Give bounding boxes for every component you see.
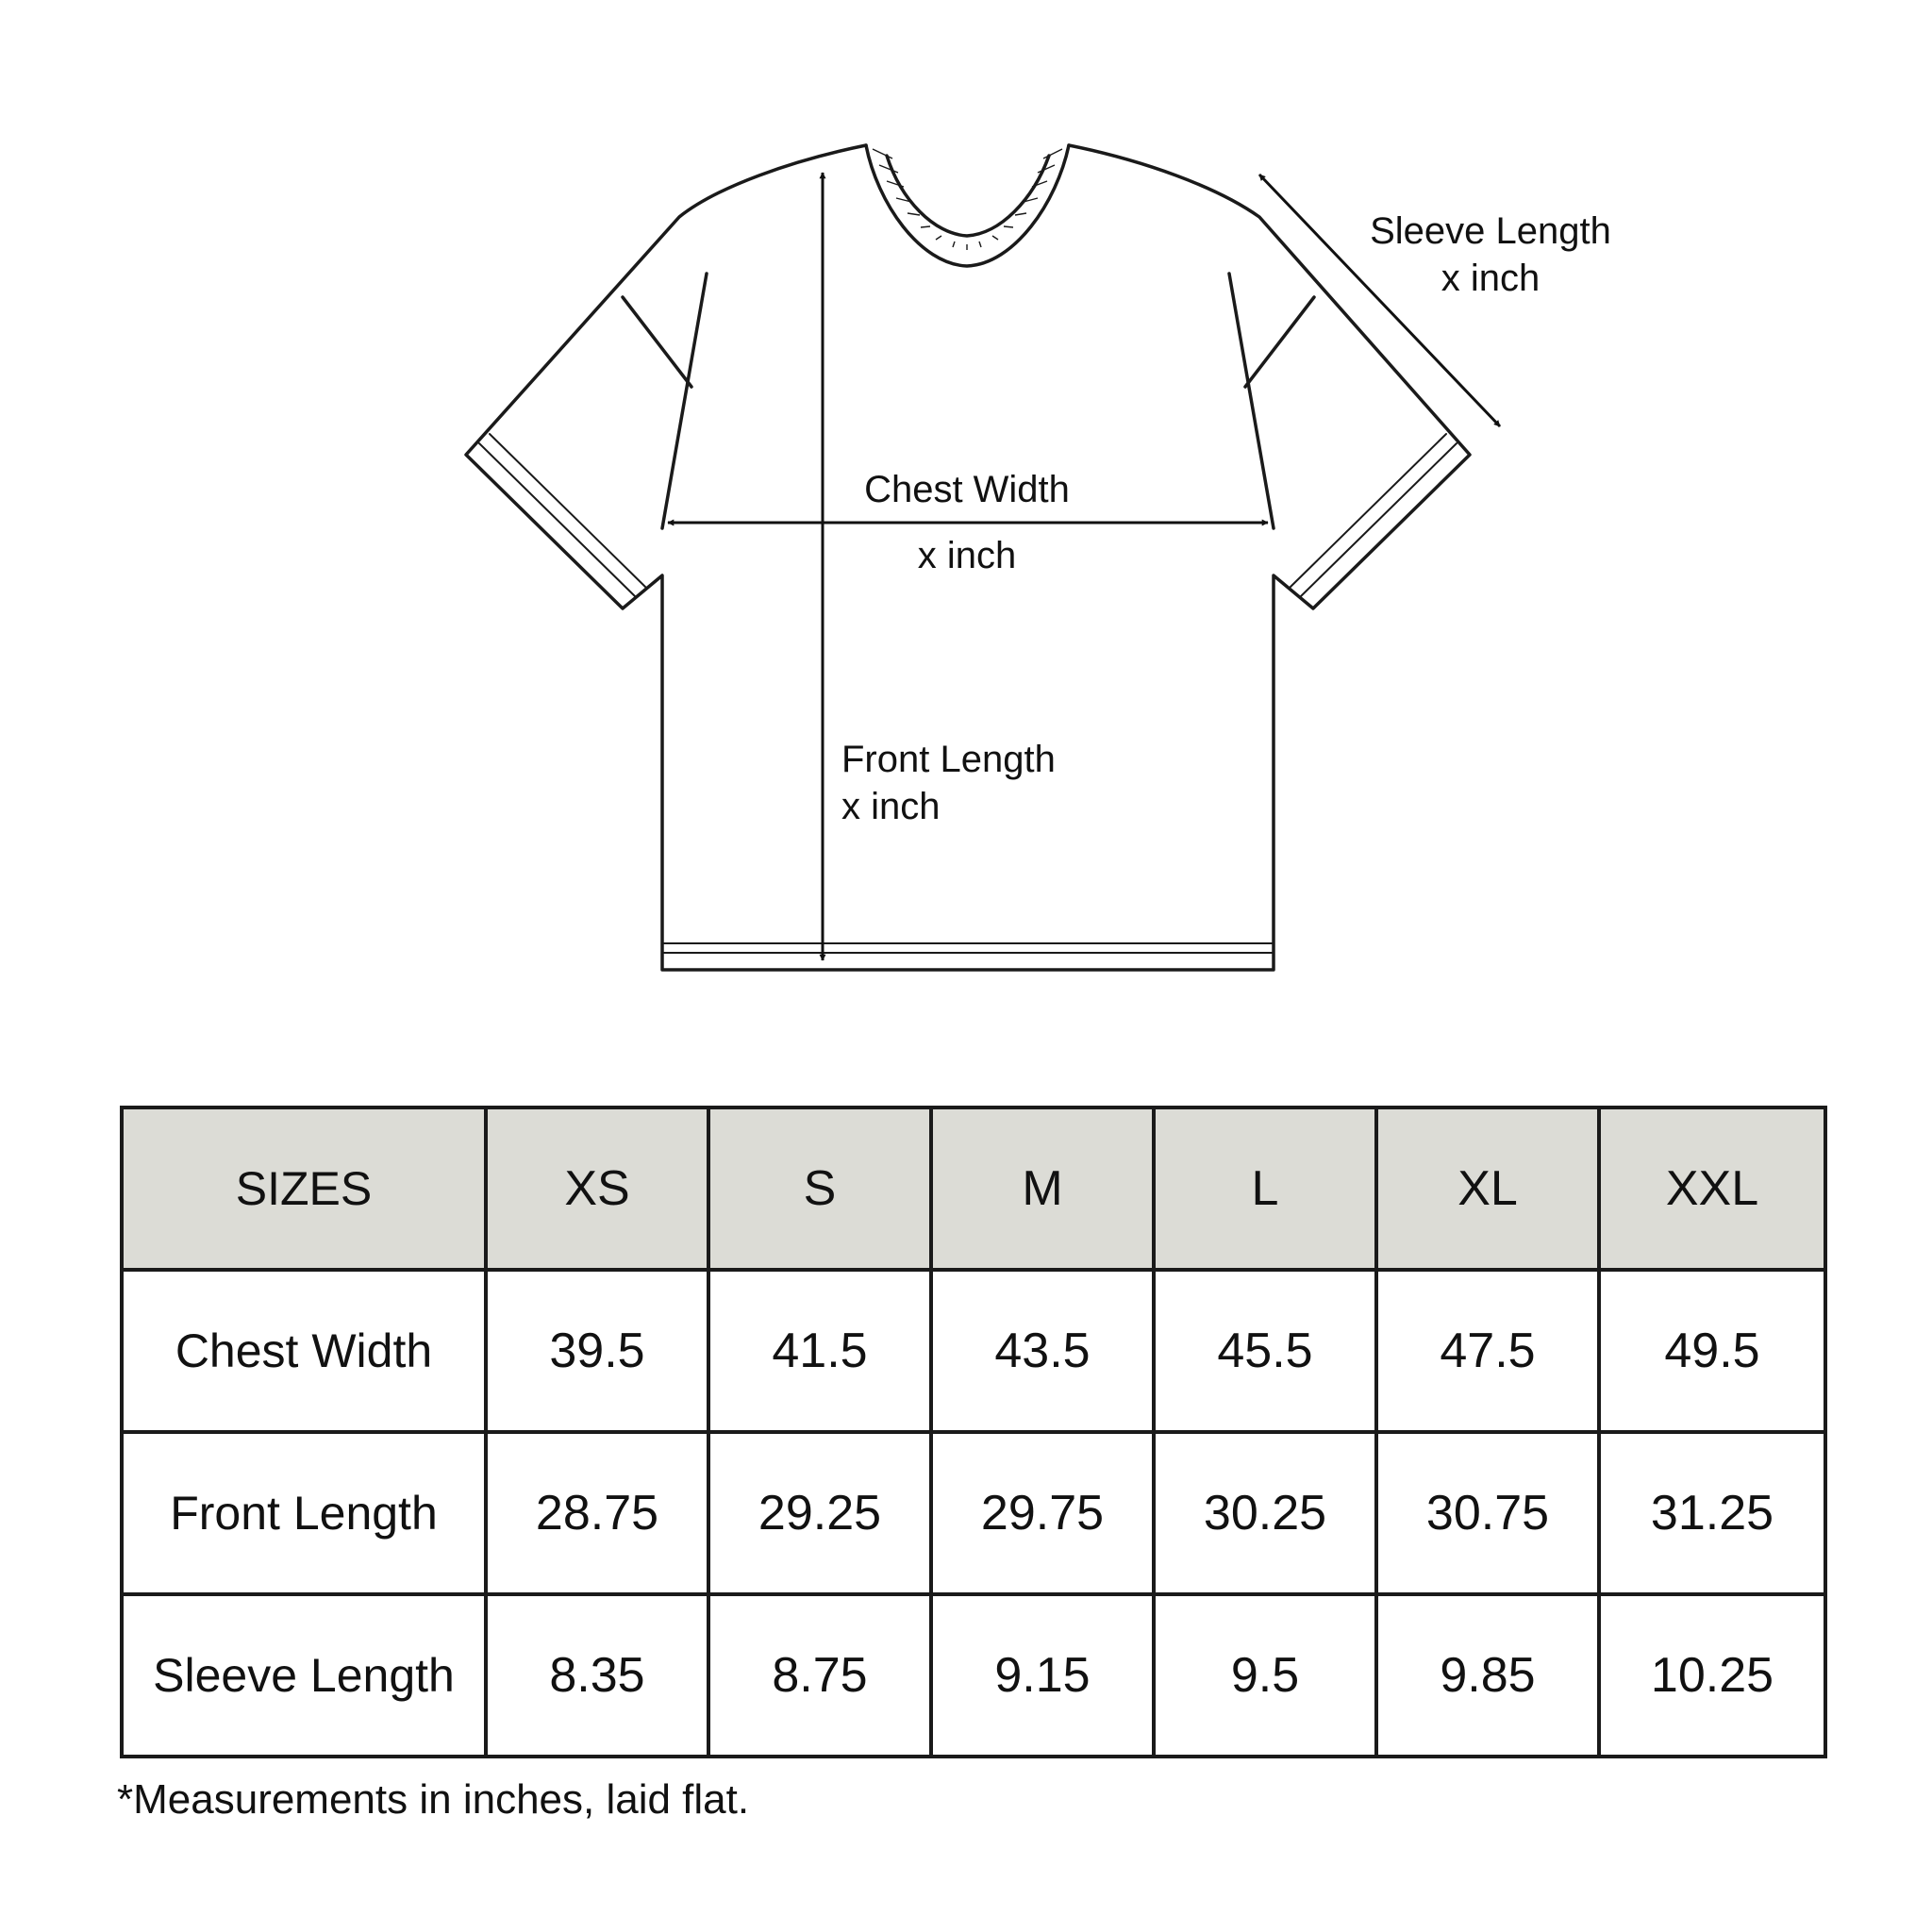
table-cell: 41.5 bbox=[708, 1270, 931, 1432]
size-header-s: S bbox=[708, 1108, 931, 1270]
left-sleeve-hem bbox=[479, 443, 635, 596]
table-cell: 47.5 bbox=[1376, 1270, 1599, 1432]
row-label-front-length: Front Length bbox=[122, 1432, 486, 1594]
table-row-front-length bbox=[122, 1432, 1825, 1594]
table-cell: 10.25 bbox=[1599, 1594, 1825, 1757]
size-header-xxl: XXL bbox=[1599, 1108, 1825, 1270]
right-side-seam bbox=[1229, 274, 1274, 528]
left-sleeve-seam bbox=[623, 297, 691, 387]
table-cell: 29.25 bbox=[708, 1432, 931, 1594]
sleeve-length-text: Sleeve Length bbox=[1370, 210, 1611, 252]
size-header-xl: XL bbox=[1376, 1108, 1599, 1270]
right-sleeve-hem-2 bbox=[1291, 434, 1446, 587]
size-header-xs: XS bbox=[486, 1108, 708, 1270]
table-cell: 39.5 bbox=[486, 1270, 708, 1432]
table-cell: 9.5 bbox=[1154, 1594, 1376, 1757]
right-sleeve-hem bbox=[1301, 443, 1457, 596]
table-cell: 8.35 bbox=[486, 1594, 708, 1757]
table-row-chest-width bbox=[122, 1270, 1825, 1432]
left-side-seam bbox=[662, 274, 707, 528]
table-cell: 43.5 bbox=[931, 1270, 1154, 1432]
sleeve-length-label bbox=[1349, 208, 1632, 302]
left-sleeve-hem-2 bbox=[490, 434, 645, 587]
size-header-m: M bbox=[931, 1108, 1154, 1270]
size-header-l: L bbox=[1154, 1108, 1376, 1270]
front-length-label bbox=[841, 736, 1056, 830]
table-cell: 29.75 bbox=[931, 1432, 1154, 1594]
measurement-footnote: *Measurements in inches, laid flat. bbox=[117, 1776, 750, 1823]
table-cell: 30.25 bbox=[1154, 1432, 1376, 1594]
row-label-sleeve-length: Sleeve Length bbox=[122, 1594, 486, 1757]
chest-width-text: Chest Width bbox=[864, 469, 1070, 510]
table-cell: 28.75 bbox=[486, 1432, 708, 1594]
row-label-chest-width: Chest Width bbox=[122, 1270, 486, 1432]
front-length-text: Front Length bbox=[841, 739, 1056, 780]
table-cell: 9.15 bbox=[931, 1594, 1154, 1757]
table-cell: 30.75 bbox=[1376, 1432, 1599, 1594]
sizes-header: SIZES bbox=[122, 1108, 486, 1270]
chest-width-value bbox=[821, 532, 1113, 579]
table-header-row bbox=[122, 1108, 1825, 1270]
table-cell: 9.85 bbox=[1376, 1594, 1599, 1757]
table-row-sleeve-length bbox=[122, 1594, 1825, 1757]
table-cell: 45.5 bbox=[1154, 1270, 1376, 1432]
chest-width-value-text: x inch bbox=[917, 535, 1017, 576]
chest-width-label bbox=[821, 466, 1113, 513]
table-cell: 8.75 bbox=[708, 1594, 931, 1757]
sleeve-length-value-text: x inch bbox=[1441, 258, 1541, 299]
front-length-value-text: x inch bbox=[841, 786, 941, 827]
collar-inner bbox=[887, 156, 1049, 236]
right-sleeve-seam bbox=[1245, 297, 1314, 387]
table-cell: 49.5 bbox=[1599, 1270, 1825, 1432]
size-chart-table bbox=[120, 1106, 1827, 1758]
table-cell: 31.25 bbox=[1599, 1432, 1825, 1594]
